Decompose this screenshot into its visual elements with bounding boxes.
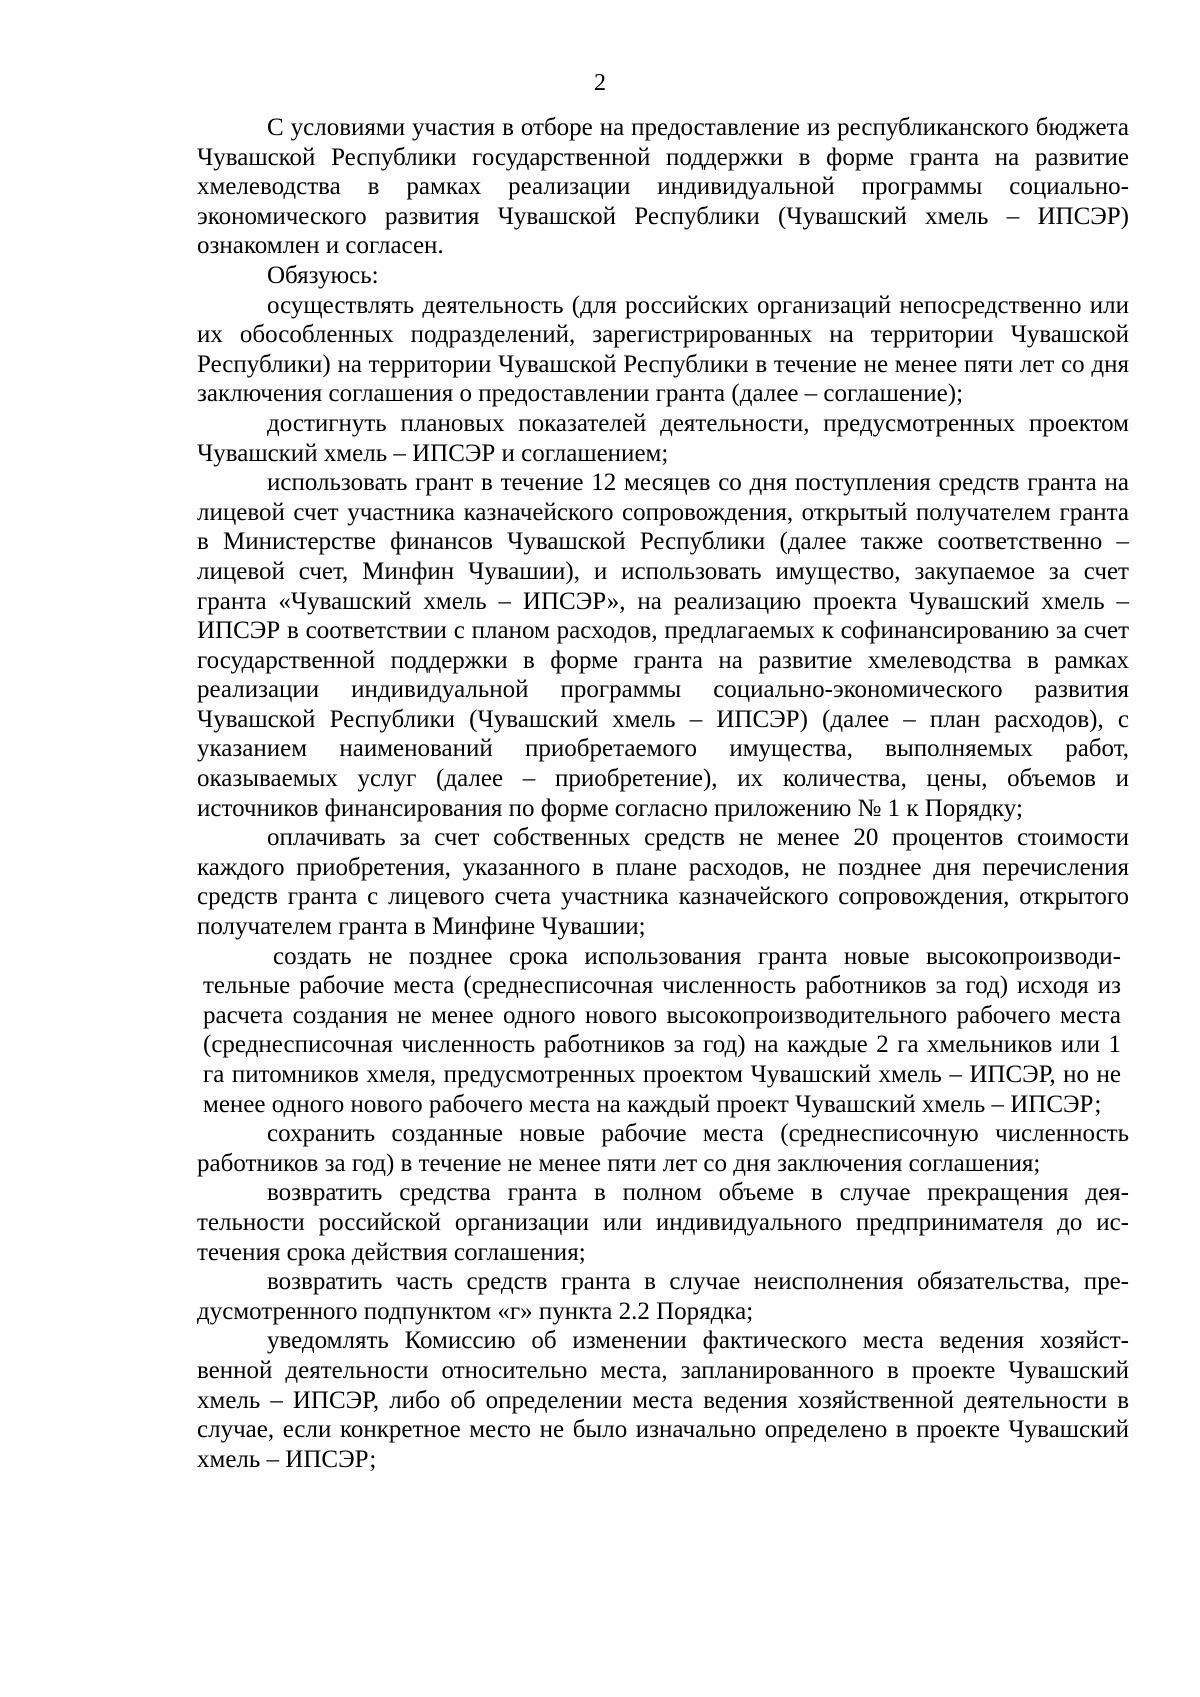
paragraph-return-full: возвратить средства гранта в полном объеме в случае прекращения деятельности российской организации или индивидуального предпринимателя до истечения срока действия соглашения; — [197, 1179, 1129, 1266]
paragraph-grant-use: использовать грант в течение 12 месяцев со дня поступления средств гранта на лицевой счет участника казначейского сопровождения, открытый получателем гранта в Министерстве финансов Чувашской Республики (далее также соответственно – лицевой счет, Минфин Чувашии), и использовать имущество, закупаемое за счет гранта «Чувашский хмель – ИПСЭР», на реализацию проекта Чувашский хмель – ИПСЭР в соответствии с планом расходов, предлагаемых к софинансированию за счет государственной поддержки в форме гранта на развитие хмелеводства в рамках реализации индивидуальной программы социально-экономического развития Чувашской Республики (Чувашский хмель – ИПСЭР) (далее – план расходов), с указанием наименований приобретаемого имущества, выполняемых работ, оказываемых услуг (далее – приобретение), их количества, цены, объемов и источников финансирования по форме согласно приложению № 1 к Порядку; — [197, 469, 1129, 822]
paragraph-new-jobs: создать не позднее срока использования гранта новые высокопроизводительные рабочие места (среднесписочная численность работников за год) исходя из расчета создания не менее одного нового высокопроизводительного рабочего места (среднесписочная численность работников за год) на каждые 2 га хмельников или 1 га питомников хмеля, предусмотренных проектом Чувашский хмель – ИПСЭР, но не менее одного нового рабочего места на каждый проект Чувашский хмель – ИПСЭР; — [203, 942, 1121, 1118]
paragraph-consent: С условиями участия в отборе на предоставление из республиканского бюджета Чувашской Республики государственной поддержки в форме гранта на развитие хмелеводства в рамках реализации индивидуальной программы социально-экономического развития Чувашской Республики (Чувашский хмель – ИПСЭР) ознакомлен и согласен. — [197, 114, 1129, 260]
paragraph-notify-commission: уведомлять Комиссию об изменении фактического места ведения хозяйственной деятельности относительно места, запланированного в проекте Чувашский хмель – ИПСЭР, либо об определении места ведения хозяйственной деятельности в случае, если конкретное место не было изначально определено в проекте Чувашский хмель – ИПСЭР; — [197, 1327, 1129, 1473]
paragraph-own-funds: оплачивать за счет собственных средств не менее 20 процентов стоимости каждого приобретения, указанного в плане расходов, не позднее дня перечисления средств гранта с лицевого счета участника казначейского сопровождения, открытого получателем гранта в Минфине Чувашии; — [197, 824, 1129, 941]
paragraph-indicators: достигнуть плановых показателей деятельности, предусмотренных проектом Чувашский хмель – ИПСЭР и соглашением; — [197, 409, 1129, 467]
paragraph-activity: осуществлять деятельность (для российских организаций непосредственно или их обособленных подразделений, зарегистрированных на территории Чувашской Республики) на территории Чувашской Республики в течение не менее пяти лет со дня заключения соглашения о предоставлении гранта (далее – соглашение); — [197, 291, 1129, 408]
paragraph-obligations-heading: Обязуюсь: — [267, 261, 379, 289]
document-body — [197, 113, 1129, 1474]
paragraph-keep-jobs: сохранить созданные новые рабочие места (среднесписочную численность работников за год) в течение не менее пяти лет со дня заключения соглашения; — [197, 1120, 1129, 1177]
page-number: 2 — [594, 70, 606, 96]
paragraph-return-part: возвратить часть средств гранта в случае неисполнения обязательства, предусмотренного подпунктом «г» пункта 2.2 Порядка; — [197, 1268, 1129, 1325]
